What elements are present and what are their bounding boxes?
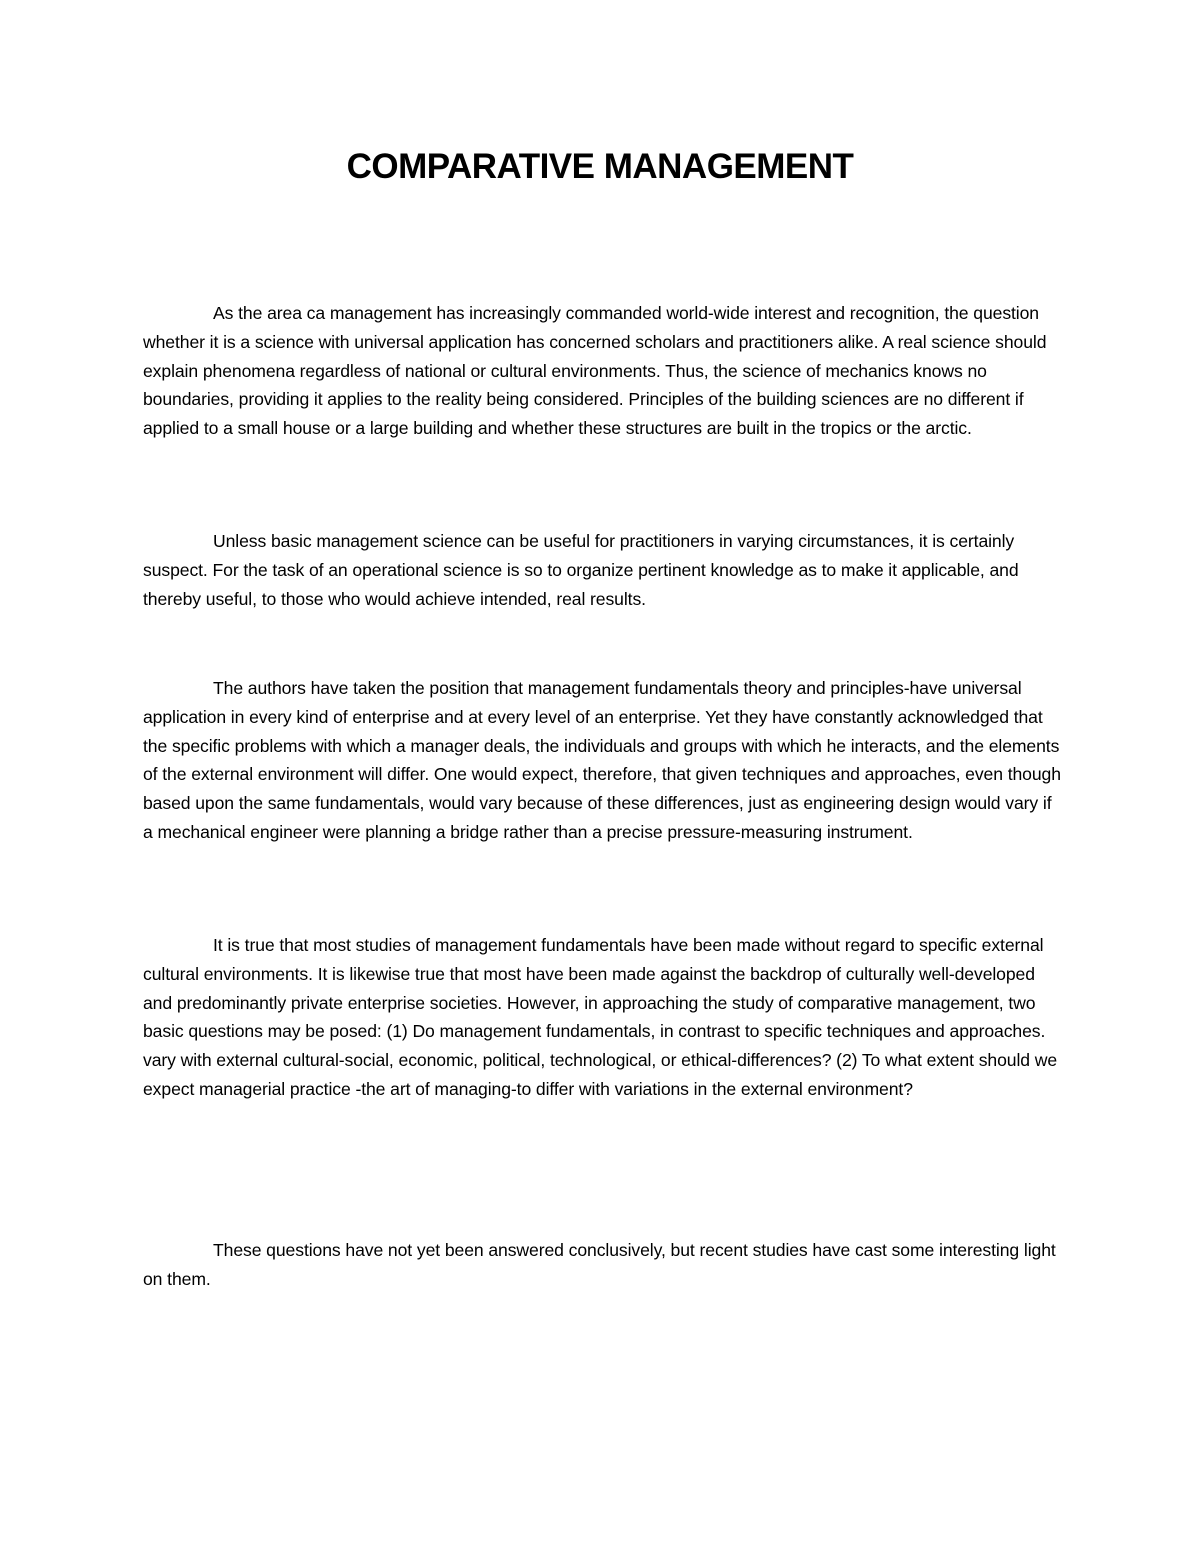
paragraph-3: The authors have taken the position that management fundamentals theory and principles-have universal application in every kind of enterprise and at every level of an enterprise. Yet they have constantly acknowledged that the specific problems with which a manager deals, the individuals and groups with which he interacts, and the elements of the external environment will differ. One would expect, therefore, that given techniques and approaches, even though based upon the same fundamentals, would vary because of these differences, just as engineering design would vary if a mechanical engineer were planning a bridge rather than a precise pressure-measuring instrument. — [143, 678, 1061, 842]
paragraph-1: As the area ca management has increasingly commanded world-wide interest and recognition, the question whether it is a science with universal application has concerned scholars and practitioners alike. A real science should explain phenomena regardless of national or cultural environments. Thus, the science of mechanics knows no boundaries, providing it applies to the reality being considered. Principles of the building sciences are no different if applied to a small house or a large building and whether these structures are built in the tropics or the arctic. — [143, 303, 1047, 439]
paragraph-5: These questions have not yet been answered conclusively, but recent studies have cast some interesting light on them. — [143, 1240, 1056, 1289]
paragraph-2: Unless basic management science can be useful for practitioners in varying circumstances, it is certainly suspect. For the task of an operational science is so to organize pertinent knowledge as to make it applicable, and thereby useful, to those who would achieve intended, real results. — [143, 531, 1019, 609]
paragraph-4: It is true that most studies of management fundamentals have been made without regard to specific external cultural environments. It is likewise true that most have been made against the backdrop of culturally well-developed and predominantly private enterprise societies. However, in approaching the study of comparative management, two basic questions may be posed: (1) Do management fundamentals, in contrast to specific techniques and approaches. vary with external cultural-social, economic, political, technological, or ethical-differences? (2) To what extent should we expect managerial practice -the art of managing-to differ with variations in the external environment? — [143, 935, 1058, 1099]
page-title: COMPARATIVE MANAGEMENT — [346, 147, 854, 186]
